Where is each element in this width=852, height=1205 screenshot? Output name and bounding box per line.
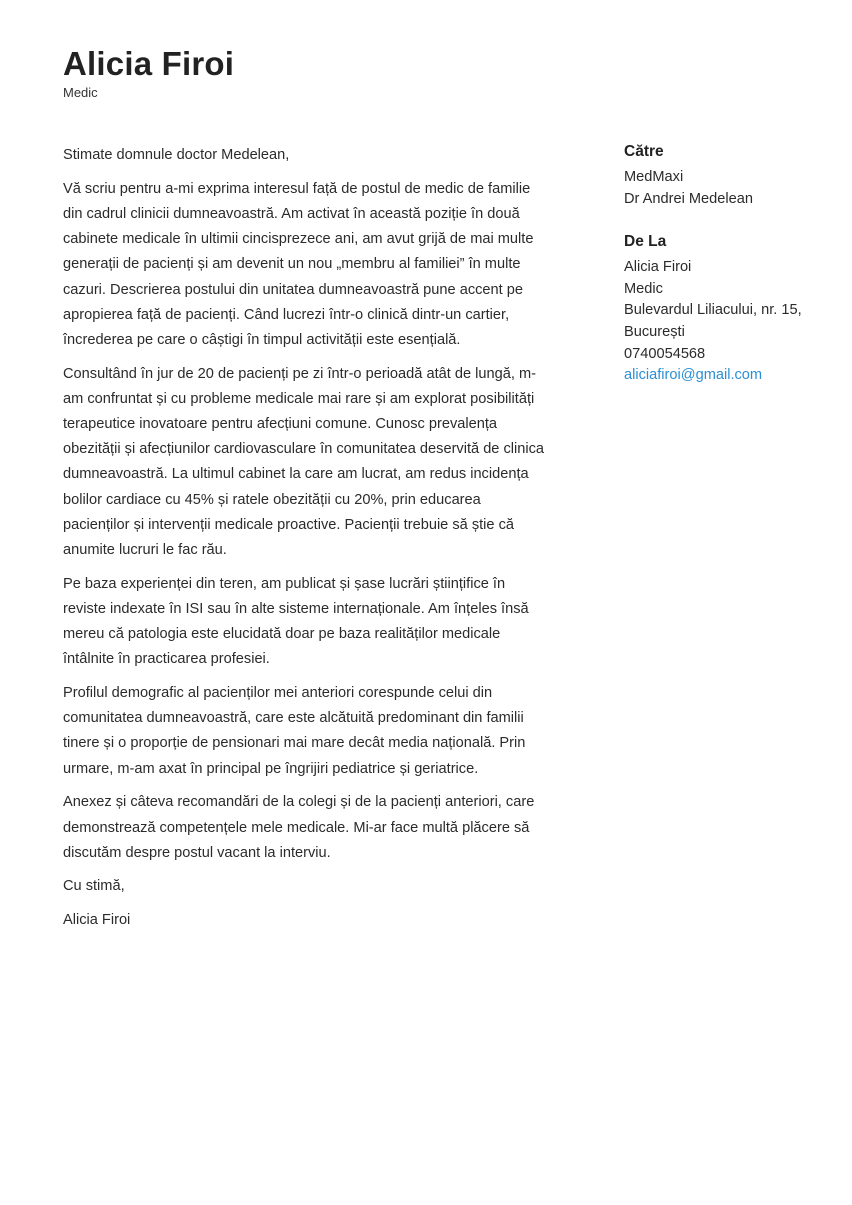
paragraph-3: Pe baza experienței din teren, am publicat și șase lucrări științifice în reviste indexate în ISI sau în alte sisteme internaționale. Am înțeles însă mereu că patologia este elucidată doar pe baza realităților medicale întâlnite în practicarea profesiei. <box>63 575 529 668</box>
sender-email-link[interactable]: aliciafiroi@gmail.com <box>624 367 763 384</box>
sender-title: Medic <box>624 280 663 297</box>
recipient-company: MedMaxi <box>624 169 684 185</box>
sender-phone: 0740054568 <box>624 345 706 362</box>
sender-address: Bulevardul Liliacului, nr. 15, București <box>624 302 802 340</box>
sender-heading: De La <box>624 233 667 251</box>
sender-name: Alicia Firoi <box>624 259 692 276</box>
letter-body <box>63 143 551 942</box>
paragraph-1: Vă scriu pentru a-mi exprima interesul față de postul de medic de familie din cadrul clinicii dumneavoastră. Am activat în această poziție în două cabinete medicale în ultimii cincisprezece ani, am avut grijă de mai multe generații de pacienți și am devenit un nou „membru al familiei” în multe cazuri. Descrierea postului din unitatea dumneavoastră pune accent pe apropierea față de pacienți. Când lucrezi într-o clinică dintr-un cartier, încrederea pe care o câștigi în timpul activității este esențială. <box>63 180 534 348</box>
paragraph-5: Anexez și câteva recomandări de la colegi și de la pacienți anteriori, care demonstrează competențele mele medicale. Mi-ar face multă plăcere să discutăm despre postul vacant la interviu. <box>63 794 535 861</box>
salutation: Stimate domnule doctor Medelean, <box>63 147 290 163</box>
author-name: Alicia Firoi <box>63 45 235 82</box>
letter-header <box>63 44 234 101</box>
recipient-name: Dr Andrei Medelean <box>624 190 753 207</box>
sender-block <box>624 231 824 387</box>
closing: Cu stimă, <box>63 878 125 895</box>
recipient-heading: Către <box>624 143 664 160</box>
paragraph-2: Consultând în jur de 20 de pacienți pe zi într-o perioadă atât de lungă, m-am confruntat și cu probleme medicale mai rare și am explorat posibilități terapeutice inovatoare pentru afecțiuni comune. Cunosc prevalența obezității și afecțiunilor cardiovasculare în comunitatea deservită de clinica dumneavoastră. La ultimul cabinet la care am lucrat, am redus incidența bolilor cardiace cu 45% și ratele obezității cu 20%, prin educarea pacienților și intervenții medicale proactive. Pacienții trebuie să știe că anumite lucruri le fac rău. <box>63 365 545 559</box>
recipient-block <box>624 141 824 210</box>
signature: Alicia Firoi <box>63 912 131 929</box>
contact-sidebar <box>624 141 824 408</box>
paragraph-4: Profilul demografic al pacienților mei anteriori corespunde celui din comunitatea dumneavoastră, care este alcătuită predominant din familii tinere și o proporție de pensionari mai mare decât media națională. Prin urmare, m-am axat în principal pe îngrijiri pediatrice și geriatrice. <box>63 685 526 777</box>
author-title: Medic <box>63 85 98 100</box>
